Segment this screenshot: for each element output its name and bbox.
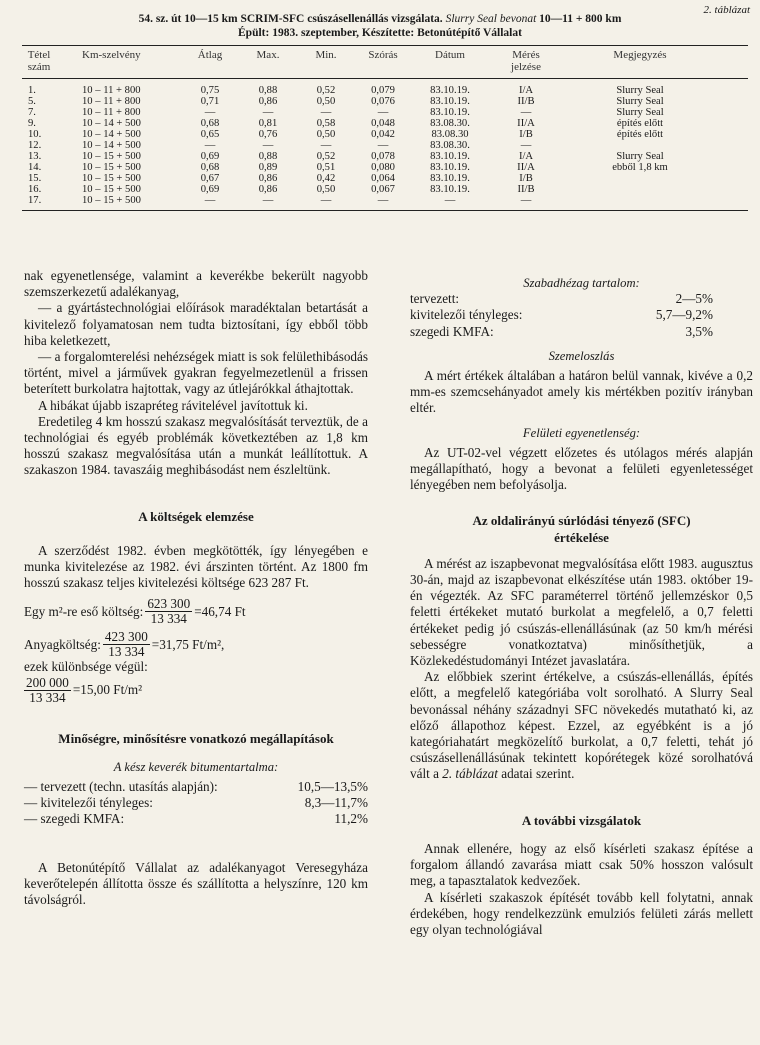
table-cell: 0,078 xyxy=(371,151,395,162)
table-row xyxy=(22,129,748,140)
item-label: — szegedi KMFA: xyxy=(24,811,125,827)
subheading: Felületi egyenetlenség: xyxy=(522,425,641,440)
table-row xyxy=(22,85,748,96)
table-cell: — xyxy=(204,107,216,118)
item-label: szegedi KMFA: xyxy=(410,323,494,339)
table-cell: 0,50 xyxy=(316,184,336,195)
table-cell: 0,88 xyxy=(258,151,278,162)
table-cell: 9. xyxy=(28,118,36,129)
table-cell: 0,52 xyxy=(316,151,336,162)
subheading: A kész keverék bitumentartalma: xyxy=(113,759,279,774)
table-cell: 0,75 xyxy=(200,85,220,96)
table-subtitle: Épült: 1983. szeptember, Készítette: Betonútépítő Vállalat xyxy=(238,27,522,39)
table-cell: 10 – 15 + 500 xyxy=(82,151,141,162)
table-cell: Slurry Seal xyxy=(616,107,664,118)
col-header: Átlag xyxy=(197,49,223,61)
table-cell: 0,50 xyxy=(316,129,336,140)
paragraph: nak egyenetlensége, valamint a keverékbe bekerült nagyobb szemszerkezetű adalékanyag, xyxy=(24,268,368,300)
table-cell: 14. xyxy=(28,162,42,173)
table-row xyxy=(22,96,748,107)
table-cell: — xyxy=(204,140,216,151)
table-cell: — xyxy=(377,140,389,151)
table-cell: 83.10.19. xyxy=(430,107,470,118)
table-cell: — xyxy=(520,140,532,151)
paragraph: A hibákat újabb iszapréteg rávitelével javítottuk ki. xyxy=(38,397,308,413)
table-cell: — xyxy=(262,107,274,118)
paragraph: Az előbbiek szerint értékelve, a csúszás-ellenállás, építés előtt, a megfelelő kategóriába volt sorolható. A Slurry Seal bevonással néhány századnyi SFC növekedés mutatható ki, az előző állapothoz képest. Ezzel, az egyébként is a jó kategóriahatárt megközelítő burkolat, a 0,7 feletti, tehát jó csúszásellenállásúnak tekintett kopórétegek közé sorolhatóvá vált a 2. táblázat adatai szerint. xyxy=(410,669,753,782)
table-cell: 16. xyxy=(28,184,42,195)
table-cell: 10 – 15 + 500 xyxy=(82,162,141,173)
table-cell: — xyxy=(444,195,456,206)
table-cell: 0,067 xyxy=(371,184,395,195)
table-cell: 0,67 xyxy=(200,173,220,184)
table-cell: 0,42 xyxy=(316,173,336,184)
table-row xyxy=(22,140,748,151)
item-value: 2—5% xyxy=(675,291,713,307)
paragraph: — a gyártástechnológiai előírások maradéktalan betartását a kivitelező folyamatosan nem tudta biztosítani, így ebből több hiba keletkezett, xyxy=(24,300,368,348)
bitumen-list xyxy=(24,779,368,828)
item-label: — tervezett (techn. utasítás alapján): xyxy=(24,779,218,795)
item-label: tervezett: xyxy=(410,291,460,307)
table-cell: — xyxy=(320,140,332,151)
section-heading: A további vizsgálatok xyxy=(521,812,642,828)
table-cell: — xyxy=(320,107,332,118)
voids-list xyxy=(410,291,753,340)
table-row xyxy=(22,184,748,195)
table-cell: Slurry Seal xyxy=(616,96,664,107)
table-cell: 83.10.19. xyxy=(430,151,470,162)
table-cell: 0,58 xyxy=(316,118,336,129)
table-cell: 10. xyxy=(28,129,42,140)
section-heading: A költségek elemzése xyxy=(138,508,254,524)
paragraph: A szerződést 1982. évben megkötötték, így lényegében e munka kivitelezése az 1982. évi árszinten történt. Az 1800 fm hosszú szakasz teljes kivitelezési költsége 623 287 Ft. xyxy=(24,542,368,591)
table-cell: 15. xyxy=(28,173,42,184)
table-cell: I/A xyxy=(518,151,534,162)
table-cell: — xyxy=(377,195,389,206)
table-cell: 1. xyxy=(28,85,36,96)
table-cell: 10 – 15 + 500 xyxy=(82,195,141,206)
table-cell: — xyxy=(520,195,532,206)
table-cell: 0,86 xyxy=(258,184,278,195)
table-cell: 12. xyxy=(28,140,42,151)
table-cell: — xyxy=(204,195,216,206)
list-item xyxy=(410,324,753,340)
table-cell: 0,69 xyxy=(200,184,220,195)
table-cell: 0,65 xyxy=(200,129,220,140)
table-cell: 0,52 xyxy=(316,85,336,96)
table-cell: 83.08.30 xyxy=(431,129,469,140)
table-cell: 10 – 14 + 500 xyxy=(82,129,141,140)
left-column xyxy=(24,268,368,908)
table-cell: 7. xyxy=(28,107,36,118)
table-row xyxy=(22,107,748,118)
col-header: Megjegyzés xyxy=(613,49,667,61)
table-cell: 0,042 xyxy=(371,129,395,140)
table-cell: 10 – 11 + 800 xyxy=(82,107,141,118)
table-cell: II/A xyxy=(517,162,535,173)
table-cell: I/B xyxy=(519,129,533,140)
table-cell: építés előtt xyxy=(616,129,664,140)
table-cell: 0,89 xyxy=(258,162,278,173)
paragraph: A mért értékek általában a határon belül vannak, kivéve a 0,2 mm-es szemcsehányadot amely kis mértékben pozitív irányban eltér. xyxy=(410,368,753,416)
item-value: 5,7—9,2% xyxy=(655,307,713,323)
table-cell: 0,048 xyxy=(371,118,395,129)
col-header: Mérés jelzése xyxy=(511,49,541,73)
item-value: 10,5—13,5% xyxy=(297,779,368,795)
table-cell: 83.10.19. xyxy=(430,162,470,173)
table-cell: 13. xyxy=(28,151,42,162)
table-cell: ebből 1,8 km xyxy=(612,162,668,173)
table-cell: 0,69 xyxy=(200,151,220,162)
right-column xyxy=(410,275,753,938)
table-cell: — xyxy=(262,195,274,206)
table-cell: 0,68 xyxy=(200,118,220,129)
paragraph: A kísérleti szakaszok építését tovább kell folytatni, annak érdekében, hogy rendelkezzünk emulziós felületi zárás mellett egy olyan technológiával xyxy=(410,889,753,937)
table-cell: 0,86 xyxy=(258,96,278,107)
table-cell: 83.10.19. xyxy=(430,173,470,184)
col-header: Dátum xyxy=(435,49,465,61)
table-cell: — xyxy=(377,107,389,118)
table-cell: II/B xyxy=(517,96,535,107)
table-cell: 10 – 15 + 500 xyxy=(82,184,141,195)
table-cell: 0,76 xyxy=(258,129,278,140)
table-cell: — xyxy=(320,195,332,206)
paragraph: Eredetileg 4 km hosszú szakasz megvalósítását terveztük, de a technológiai és egyéb problémák következtében az 1,8 km hosszú szakasz megvalósítása után a munkát leállítottuk. A szakaszon 1984. tavaszáig meghibásodást nem észleltünk. xyxy=(24,413,368,478)
table-cell: 0,076 xyxy=(371,96,395,107)
table-cell: 5. xyxy=(28,96,36,107)
table-cell: — xyxy=(262,140,274,151)
table-cell: I/B xyxy=(519,173,533,184)
table-cell: 0,81 xyxy=(258,118,278,129)
list-item xyxy=(410,291,753,307)
paragraph: A mérést az iszapbevonat megvalósítása előtt 1983. augusztus 30-án, majd az iszapbevonat elkészítése után 1983. október 19-én végezték. Az SFC paraméterrel történő jellemzéskor 0,5 feletti értékeket mutató burkolat a megfelelő, a 0,7 feletti értékeket pedig jó csúszás-ellenállásúnak (az 50 km/h mérési sebességre vonatkoztatva) minősíthetjük, a Közlekedéstudományi Intézet javaslatára. xyxy=(410,555,753,669)
table-header xyxy=(22,46,748,78)
table-cell: építés előtt xyxy=(616,118,664,129)
item-value: 8,3—11,7% xyxy=(304,795,368,811)
table-cell: 0,080 xyxy=(371,162,395,173)
data-table xyxy=(22,45,748,211)
table-row xyxy=(22,162,748,173)
equation-cost-per-m2: Egy m²-re eső költség: $\frac{623 300}{13 334}$ =46,74 Ft xyxy=(24,596,246,627)
table-cell: 10 – 11 + 800 xyxy=(82,85,141,96)
paragraph: — a forgalomterelési nehézségek miatt is sok felülethibásodás történt, mivel a járművek gyakran fegyelmezetlenül a frissen beterített burkolatra hajtottak, vagy az útlejárókkal áthajtottak. xyxy=(24,349,368,397)
table-cell: 0,079 xyxy=(371,85,395,96)
col-header: Km-szelvény xyxy=(82,49,141,61)
table-cell: 83.10.19. xyxy=(430,184,470,195)
equation-difference: $\frac{200 000}{13 334}$ =15,00 Ft/m² xyxy=(26,674,143,705)
list-item xyxy=(410,307,753,323)
table-number: 2. táblázat xyxy=(703,4,750,16)
col-header: Tétel szám xyxy=(27,49,51,73)
item-label: kivitelezői tényleges: xyxy=(410,307,523,323)
table-cell: 0,88 xyxy=(258,85,278,96)
list-item xyxy=(24,779,368,795)
table-cell: 0,50 xyxy=(316,96,336,107)
table-cell: 17. xyxy=(28,195,42,206)
col-header: Max. xyxy=(256,49,280,61)
table-cell: 83.10.19. xyxy=(430,96,470,107)
table-cell: Slurry Seal xyxy=(616,151,664,162)
table-cell: II/A xyxy=(517,118,535,129)
item-value: 3,5% xyxy=(685,323,713,339)
table-cell: 10 – 15 + 500 xyxy=(82,173,141,184)
subheading: Szabadhézag tartalom: xyxy=(523,276,640,290)
paragraph: Annak ellenére, hogy az első kísérleti szakasz építése a forgalom állandó zavarása miatt csak 50% hosszon valósult meg, a tapasztalatok kedvezőek. xyxy=(410,840,753,889)
table-cell: 0,064 xyxy=(371,173,395,184)
col-header: Szórás xyxy=(368,49,398,61)
section-heading: Minőségre, minősítésre vonatkozó megállapítások xyxy=(58,730,334,746)
table-title: 54. sz. út 10—15 km SCRIM-SFC csúszásellenállás vizsgálata. Slurry Seal bevonat 10—11 + 800 km xyxy=(138,13,622,25)
table-cell: 83.10.19. xyxy=(430,85,470,96)
list-item xyxy=(24,811,368,827)
table-cell: 83.08.30. xyxy=(430,140,470,151)
table-cell: 83.08.30. xyxy=(430,118,470,129)
table-cell: 10 – 11 + 800 xyxy=(82,96,141,107)
list-item xyxy=(24,795,368,811)
equation-material-cost: Anyagköltség: $\frac{423 300}{13 334}$ =31,75 Ft/m², xyxy=(24,629,225,660)
subheading: Szemeloszlás xyxy=(548,348,615,363)
paragraph: ezek különbsége végül: xyxy=(24,659,148,675)
table-cell: Slurry Seal xyxy=(616,85,664,96)
table-cell: 0,51 xyxy=(316,162,336,173)
paragraph: Az UT-02-vel végzett előzetes és utólagos mérés alapján megállapítható, hogy a bevonat a felületi egyenletességet lényegében nem befolyásolja. xyxy=(410,444,753,493)
table-row xyxy=(22,151,748,162)
table-cell: 0,71 xyxy=(200,96,220,107)
table-cell: 10 – 14 + 500 xyxy=(82,140,141,151)
table-row xyxy=(22,118,748,129)
table-cell: I/A xyxy=(518,85,534,96)
item-label: — kivitelezői tényleges: xyxy=(24,795,153,811)
table-cell: II/B xyxy=(517,184,535,195)
table-row xyxy=(22,173,748,184)
table-cell: 0,68 xyxy=(200,162,220,173)
section-heading: Az oldalirányú súrlódási tényező (SFC) értékelése xyxy=(472,513,691,545)
table-cell: 0,86 xyxy=(258,173,278,184)
table-cell: 10 – 14 + 500 xyxy=(82,118,141,129)
table-row xyxy=(22,195,748,206)
col-header: Min. xyxy=(315,49,337,61)
item-value: 11,2% xyxy=(334,811,368,827)
table-cell: — xyxy=(520,107,532,118)
paragraph: A Betonútépítő Vállalat az adalékanyagot Veresegyháza keverőtelepén állította össze és szállította a helyszínre, 120 km távolságról. xyxy=(24,859,368,908)
